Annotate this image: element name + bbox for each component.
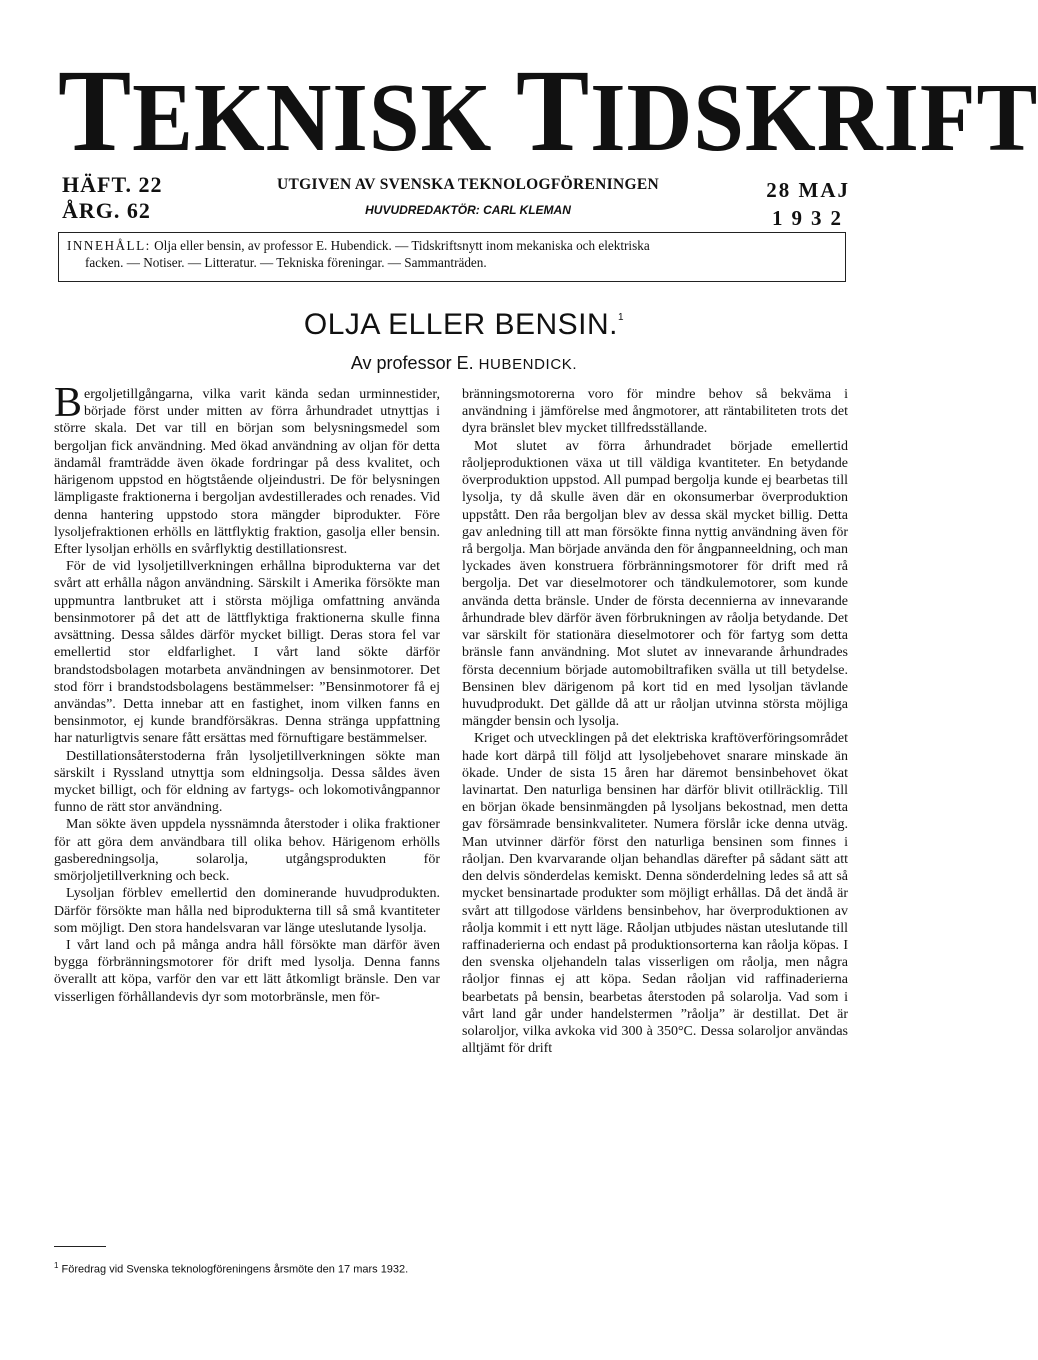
toc-line-1	[67, 237, 837, 254]
paragraph: Destillationsåterstoderna från lysoljetillverkningen sökte man särskilt i Ryssland utnyttja som eldningsolja. Dessa såldes även mycket billigt, och för eldning av fartygs- och lokomotivångpannor funno de rätt stor användning.	[54, 748, 440, 816]
paragraph: Lysoljan förblev emellertid den dominerande huvudprodukten. Därför försökte man hålla ned biprodukterna till så små kvantiteter som möjligt. Den stora handelsvaran var länge uteslutande lysolja.	[54, 886, 440, 936]
publisher-line: UTGIVEN AV SVENSKA TEKNOLOGFÖRENINGEN	[277, 176, 659, 193]
masthead-title	[58, 45, 1038, 176]
footnote-text: Föredrag vid Svenska teknologföreningens årsmöte den 17 mars 1932.	[61, 1263, 409, 1276]
editor-line: HUVUDREDAKTÖR: CARL KLEMAN	[365, 203, 571, 217]
paragraph: Man sökte även uppdela nyssnämnda återstoder i olika fraktioner för att göra dem användbara till olika behov. Härigenom erhölls gasberedningsolja, solarolja, utgångsprodukten för smörjoljetillverkning och beck.	[54, 817, 440, 885]
author-prefix: Av professor E.	[350, 353, 474, 373]
paragraph: Kriget och utvecklingen på det elektriska kraftöverföringsområdet hade kort därpå till följd att lysoljebehovet snarare minskade än ökade. Under de sista 15 åren har däremot bensinbehovet ökat lavinartat. Den naturliga bensinen har därför blivit otillräcklig. Till en början ökade bensinmängden på lysoljans bekostnad, men detta gav försämrade bensinkvaliteter. Numera förslår icke denna utväg. Man utvinner därför först den naturliga bensinen som finnes i råoljan. Den kvarvarande oljan behandlas därefter på sådant sätt att den delvis sönderdelas kemiskt. Denna sönderdelning ledes så att så mycket bensinartade produkter som möjligt erhållas. Då det ändå är svårt att tillgodose världens bensinbehov, har överproduktionen av råolja kommit i ett nytt läge. Råoljan utbjudes nästan uteslutande till raffinaderierna och endast på produktionsorterna kan råolja köpas. I den svenska oljehandeln talas visserligen om råolja, men några råoljor finnas ej att köpa. Sedan råoljan vid raffinaderierna bearbetats på bensin, bearbetas återstoden på solarolja. Vad som i vårt land går under handelstermen ”råolja” är destillat. Det är solaroljor, vilka avkoka vid 300 à 350°C. Dessa solaroljor användas alltjämt för drift	[462, 731, 848, 1057]
volume-number: ÅRG. 62	[62, 198, 151, 223]
masthead-initial-2: T	[515, 45, 591, 176]
left-column	[54, 380, 440, 1006]
article-title	[0, 308, 928, 342]
right-column	[462, 386, 848, 1058]
masthead-word-2: IDSKRIFT	[590, 64, 1038, 172]
footnote-mark: 1	[54, 1261, 59, 1270]
toc-line-1-text: Olja eller bensin, av professor E. Hubendick. — Tidskriftsnytt inom mekaniska och elektriska	[154, 238, 650, 253]
issue-date	[766, 176, 850, 232]
toc-line-2: facken. — Notiser. — Litteratur. — Tekniska föreningar. — Sammanträden.	[85, 255, 487, 270]
paragraph: Mot slutet av förra århundradet började emellertid råoljeproduktionen växa ut till väldiga kvantiteter. En betydande överproduktion uppstod. All pumpad bergolja kunde ej bearbetas till lysolja, ty då skulle även där en okonsumerbar överproduktion uppstått. Den råa bergoljan blev av dessa skäl mycket billig. Detta gav anledning till att man försökte finna nyttig användning även för rå bergolja. Man började använda den för ångpanneeldning, och man lyckades även konstruera förbränningsmotorer för drift med rå bergolja. Det var dieselmotorer och tändkulemotorer, som kunde använda detta bränsle. Under de första decennierna av innevarande århundrade blev därför även förbrukningen av råolja betydande. Det var särskilt för stationära dieselmotorer och för fartyg som detta bränsle fann användning. Mot slutet av innevarande århundrades första decennium började automobiltrafiken svälla ut till betydelse. Bensinen blev därigenom på kort tid en med lysoljan tävlande huvudprodukt. Det gällde då att ur råoljan utvinna största möjliga mängder bensin och lysolja.	[462, 438, 848, 730]
paragraph-text: ergoljetillgångarna, vilka varit kända sedan urminnestider, började först under mitten av förra århundradet utnyttjas i större skala. Det var till en början som belysningsmedel som bergoljan fick användning. Med ökad användning av oljan för detta ändamål framträdde även ökade fordringar på dess kvalitet, och härigenom uppstod en högtstående oljeindustri. De för belysningen lämpligaste fraktionerna i bergoljan avdestillerades och renades. Vid denna hantering uppstodo stora mängder biprodukter. Före lysoljefraktionen erhölls en lättflyktig fraktion, gasolja eller bensin. Efter lysoljan erhölls en svårflyktig destillationsrest.	[54, 387, 440, 557]
paragraph	[54, 380, 440, 558]
publisher-info	[230, 176, 706, 217]
paragraph: bränningsmotorerna voro för mindre behov så bekväma i användning i jämförelse med ångmotorer, att räntabiliteten trots det dyra bränslet blev mycket tillfredsställande.	[462, 387, 848, 437]
drop-cap: B	[54, 380, 83, 426]
toc-label: INNEHÅLL:	[67, 238, 151, 253]
footnote-divider	[54, 1246, 106, 1247]
issue-number: HÄFT. 22	[62, 172, 163, 197]
footnote	[54, 1258, 440, 1278]
article-title-text: OLJA ELLER BENSIN.	[303, 308, 619, 341]
date-line: 28 MAJ	[766, 178, 850, 202]
article-author	[0, 353, 928, 374]
author-name: HUBENDICK.	[478, 356, 578, 373]
paragraph: I vårt land och på många andra håll försökte man därför även bygga förbränningsmotorer för drift med lysolja. Denna fanns överallt att köpa, varför den var ett lätt åtkomligt bränsle. Den var visserligen förhållandevis dyr som motorbränsle, men för-	[54, 938, 440, 1005]
paragraph: För de vid lysoljetillverkningen erhållna biprodukterna var det svårt att erhålla någon användning. Särskilt i Amerika försökte man uppmuntra lantbruket att i största möjliga omfattning använda bensinmotorer på det att de lättflyktiga fraktionerna skulle finna avsättning. Dessa såldes därför mycket billigt. Deras stora fel var emellertid stor eldfarlighet. I vårt land sökte därför brandstodsbolagen motarbeta användningen av bensinmotorer. Det stod förr i brandstodsbolagens bestämmelser: ”Bensinmotorer få ej användas”. Detta innebar att en fastighet, inom vilken fanns en bensinmotor, ej kunde brandförsäkras. Denna stränga uppfattning har naturligtvis senare fått ersättas med förnuftigare bestämmelser.	[54, 559, 440, 747]
masthead-initial-1: T	[58, 45, 133, 176]
table-of-contents	[58, 232, 846, 282]
footnote-ref: 1	[618, 312, 625, 323]
masthead-word-1: EKNISK	[132, 64, 493, 172]
year-line: 1932	[772, 206, 850, 230]
issue-info	[62, 172, 162, 224]
